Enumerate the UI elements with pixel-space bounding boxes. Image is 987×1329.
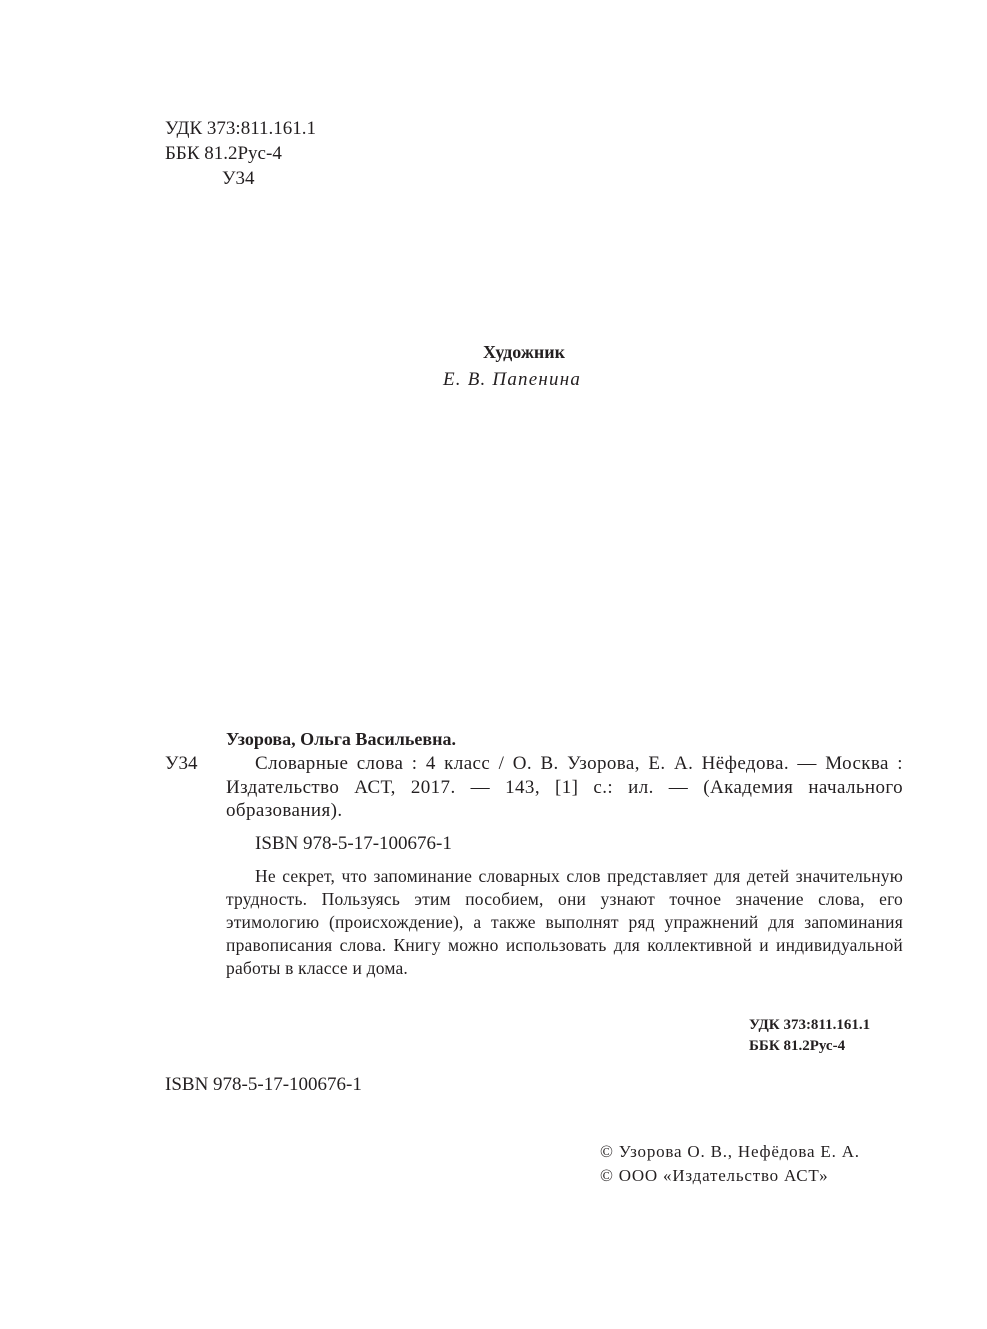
udk-code: УДК 373:811.161.1 <box>165 118 316 139</box>
footer-bbk: ББК 81.2Рус-4 <box>749 1038 846 1054</box>
bib-author: Узорова, Ольга Васильевна. <box>226 729 457 749</box>
isbn-main: ISBN 978-5-17-100676-1 <box>165 1074 362 1095</box>
bib-description <box>226 752 903 823</box>
artist-name: Е. В. Папенина <box>443 369 582 390</box>
header-classification <box>165 116 316 191</box>
bbk-code: ББК 81.2Рус-4 <box>165 143 282 164</box>
footer-udk: УДК 373:811.161.1 <box>749 1017 871 1033</box>
annotation-text: Не секрет, что запоминание словарных слов представляет для детей значительную трудность. Пользуясь этим пособием, они узнают точное значение слова, его этимологию (происхождение), а также выполнят ряд упражнений для запоминания правописания слова. Книгу можно использовать для коллективной и индивидуальной работы в классе и дома. <box>226 866 903 978</box>
bib-description-text: Словарные слова : 4 класс / О. В. Узорова, Е. А. Нёфедова. — Москва : Издательство АСТ, 2017. — 143, [1] с.: ил. — (Академия начального образования). <box>226 753 903 821</box>
copyright-publisher: © ООО «Издательство АСТ» <box>600 1166 829 1185</box>
bib-isbn: ISBN 978-5-17-100676-1 <box>255 833 452 854</box>
artist-title: Художник <box>483 342 566 362</box>
footer-classification <box>749 1015 870 1057</box>
annotation <box>226 865 903 980</box>
copyright-authors: © Узорова О. В., Нефёдова Е. А. <box>600 1142 860 1161</box>
bib-author-mark: У34 <box>165 753 198 774</box>
author-mark: У34 <box>222 168 255 189</box>
copyright-block <box>600 1140 860 1188</box>
